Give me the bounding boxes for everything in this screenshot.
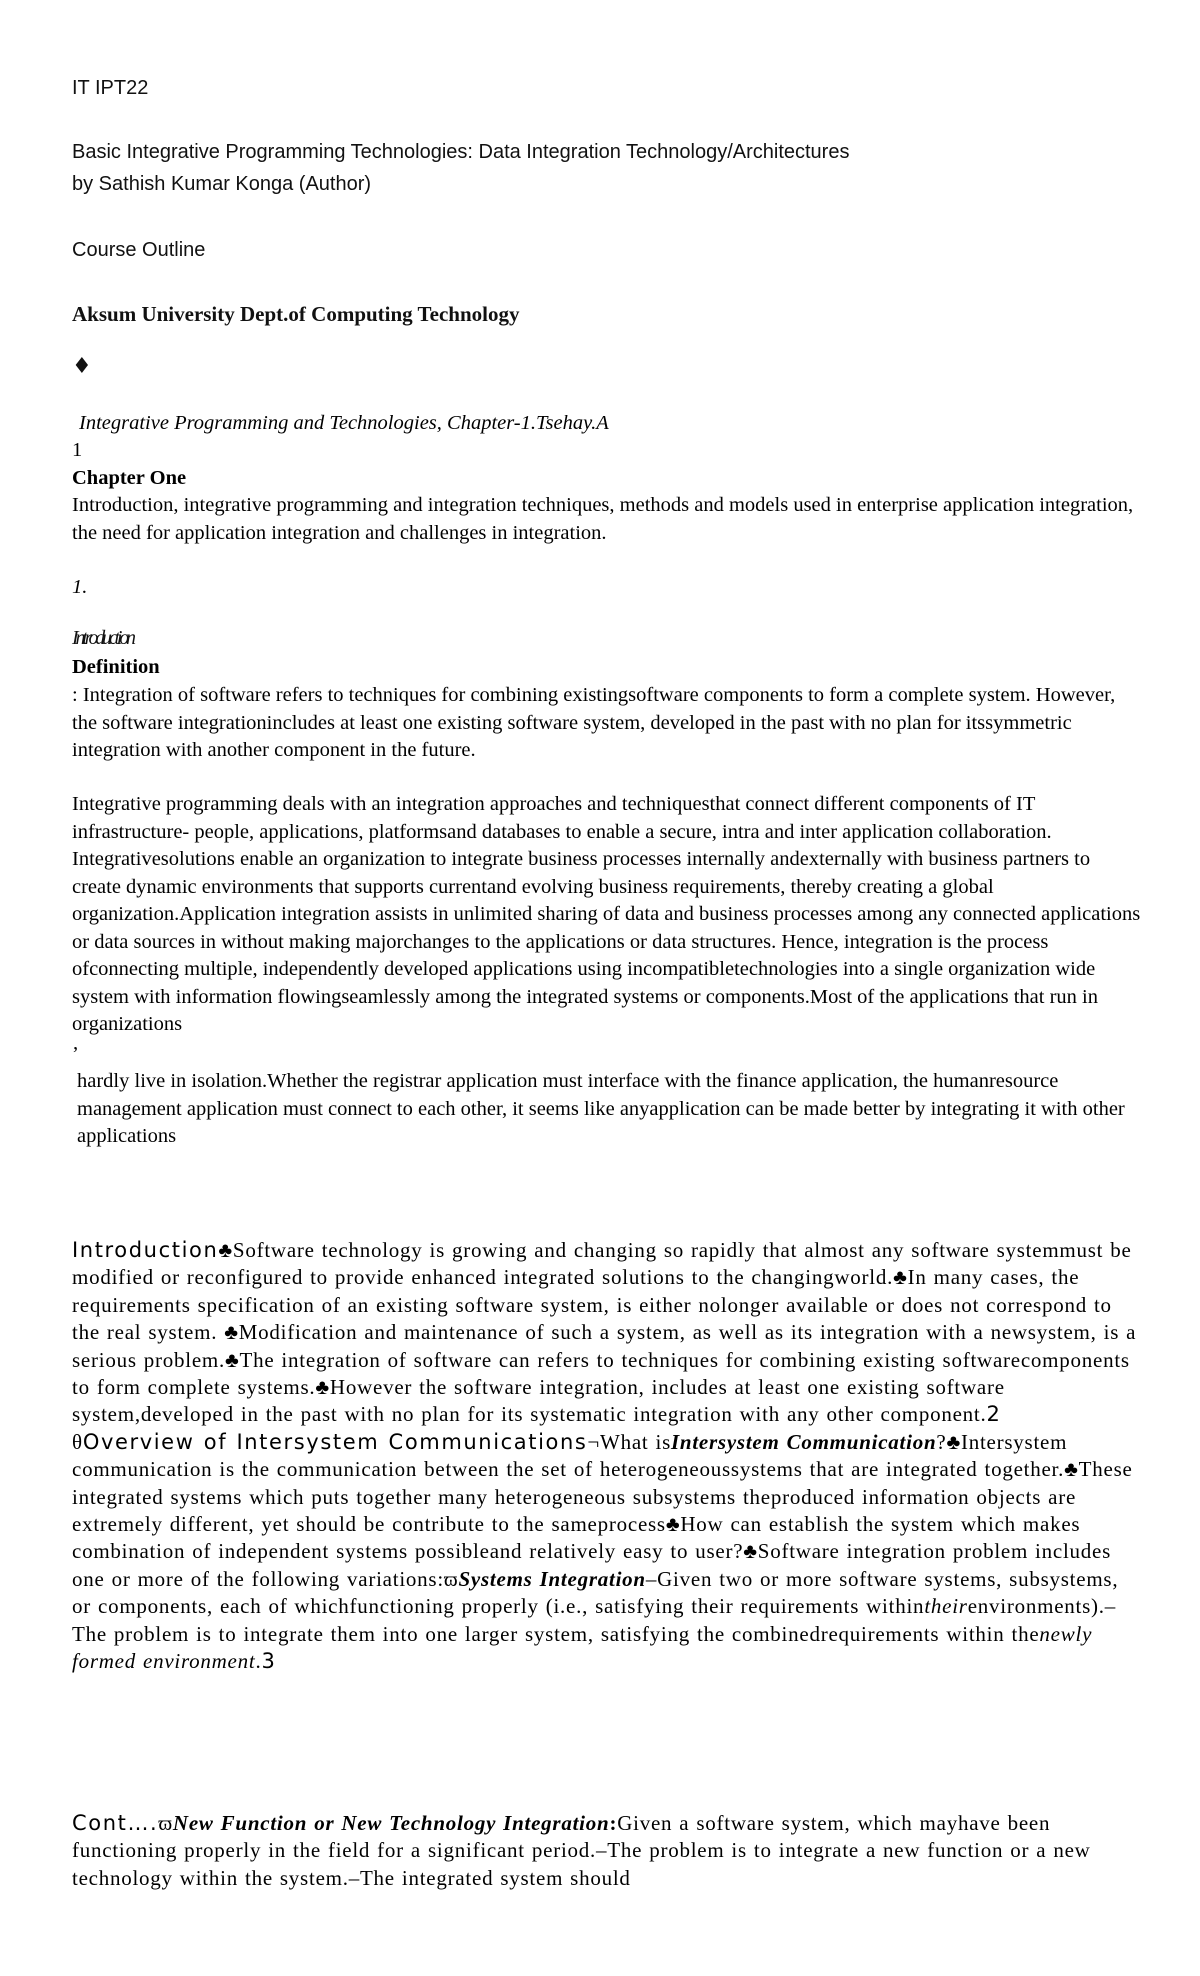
- overview-text-4: Software integration problem includes one or more of the following variations:: [72, 1539, 1112, 1591]
- new-function-text-1: Given a software system, which mayhave been functioning properly in the field for a significant period.: [72, 1811, 1051, 1863]
- apostrophe-mark: ’: [72, 1043, 79, 1065]
- chapter-summary: Introduction, integrative programming and integration techniques, methods and models used in enterprise application integration, the need for application integration and challenges in integration.: [72, 494, 1134, 544]
- overview-text-1: Intersystem communication is the communication between the set of heterogeneoussystems that are integrated together.: [72, 1429, 1068, 1482]
- paragraph-integrative-programming: Integrative programming deals with an integration approaches and techniquesthat connect different components of IT infrastructure- people, applications, platformsand databases to enable a secure, intra and inter application collaboration. Integrativesolutions enable an organization to integrate business processes internally andexternally with business partners to create dynamic environments that supports currentand evolving business requirements, thereby creating a global organization.Application integration assists in unlimited sharing of data and business processes among any connected applications or data sources in without making majorchanges to the applications or data structures. Hence, integration is the process ofconnecting multiple, independently developed applications using incompatibletechnologies into a single organization wide system with information flowingseamlessly among the integrated systems or components.Most of the applications that run in organizations: [72, 793, 1141, 1035]
- definition-text: : Integration of software refers to techniques for combining existingsoftware components to form a complete system. However, the software integrationincludes at least one existing software system, developed in the past with no plan for itssymmetric integration with another component in the future.: [72, 684, 1116, 761]
- club-icon: ♣: [218, 1238, 233, 1262]
- theta-glyph: θ: [72, 1429, 83, 1454]
- diamond-icon: ♦: [72, 354, 92, 379]
- club-icon: ♣: [224, 1347, 240, 1372]
- overview-question-prefix: What is: [600, 1429, 671, 1454]
- intro-text-1: Software technology is growing and changing so rapidly that almost any software systemmust be modified or reconfigured to provide enhanced integrated solutions to the changingworld.: [72, 1238, 1132, 1290]
- intro-text-3: Modification and maintenance of such a system, as well as its integration with a newsystem, is a serious problem.: [72, 1320, 1137, 1372]
- chapter-caption: Integrative Programming and Technologies, Chapter-1.Tsehay.A: [79, 412, 609, 434]
- overview-text-2: These integrated systems which puts together many heterogeneous subsystems theproduced information objects are extremely different, yet should be contribute to the sameprocess: [72, 1457, 1133, 1537]
- new-function-term: New Function or New Technology Integration: [172, 1811, 610, 1835]
- definition-label: Definition: [72, 656, 160, 678]
- cont-heading: Cont….: [72, 1811, 159, 1835]
- dash-glyph: –: [1104, 1594, 1117, 1619]
- university-heading: Aksum University Dept.of Computing Technology: [72, 302, 520, 326]
- colon-glyph: :: [609, 1811, 618, 1835]
- new-function-text-3: The integrated system should: [359, 1865, 631, 1890]
- page-number-1: 1: [72, 439, 83, 461]
- intro-text-2: In many cases, the requirements specification of an existing software system, is either nolonger available or does not correspond to the real system.: [72, 1265, 1112, 1345]
- slide-continued: [72, 1810, 1142, 1892]
- slide-page-2: 2: [986, 1402, 1002, 1427]
- club-icon: ♣: [665, 1512, 681, 1537]
- club-icon: ♣: [315, 1375, 330, 1400]
- slide-introduction: [72, 1237, 1142, 1676]
- paragraph-isolation: hardly live in isolation.Whether the registrar application must interface with the finance application, the humanresource management application must connect to each other, it seems like anyapplication can be made better by integrating it with other applications: [77, 1070, 1125, 1147]
- new-function-text-2: The problem is to integrate a new function or a new technology within the system.: [72, 1838, 1091, 1890]
- intro-text-4: The integration of software can refers to techniques for combining existing softwarecomponents to form complete systems.: [72, 1347, 1130, 1400]
- chapter-title: Chapter One: [72, 467, 187, 489]
- systems-integration-text-2: environments).: [967, 1594, 1105, 1619]
- dash-glyph: –: [645, 1566, 658, 1591]
- club-icon: ♣: [224, 1320, 239, 1345]
- negation-glyph: ¬: [587, 1429, 601, 1454]
- slide-page-3: 3: [261, 1649, 277, 1674]
- overview-heading: Overview of Intersystem Communications: [82, 1429, 588, 1454]
- systems-integration-text-1: Given two or more software systems, subsystems, or components, each of whichfunctioning properly (i.e., satisfying their requirements within: [72, 1566, 1119, 1619]
- introduction-heading: Introduction: [72, 1238, 219, 1262]
- intro-text-5: However the software integration, includes at least one existing software system,developed in the past with no plan for its systematic integration with any other component.: [72, 1375, 1005, 1427]
- newly-formed-environment: newly formed environment: [72, 1621, 1093, 1674]
- pi-glyph: ϖ: [443, 1566, 459, 1591]
- overview-question-mark: ?: [936, 1429, 947, 1454]
- book-title: Basic Integrative Programming Technologies: Data Integration Technology/Architectures: [72, 141, 850, 163]
- dash-glyph: –: [596, 1838, 608, 1863]
- book-author: by Sathish Kumar Konga (Author): [72, 173, 372, 195]
- pi-glyph: ϖ: [158, 1811, 173, 1835]
- systems-integration-end: .: [255, 1649, 262, 1674]
- course-outline-label: Course Outline: [72, 239, 206, 261]
- club-icon: ♣: [893, 1265, 908, 1290]
- dash-glyph: –: [348, 1865, 360, 1890]
- section-number: 1.: [72, 576, 88, 598]
- systems-integration-text-3: The problem is to integrate them into one larger system, satisfying the combinedrequirements within the: [72, 1621, 1040, 1646]
- club-icon: ♣: [1064, 1457, 1079, 1482]
- section-title: Introduction: [72, 627, 133, 649]
- club-icon: ♣: [946, 1429, 961, 1454]
- course-code: IT IPT22: [72, 77, 149, 99]
- overview-text-3: How can establish the system which makes combination of independent systems possibleand relatively easy to user?: [72, 1512, 1081, 1564]
- their-word: their: [924, 1594, 968, 1619]
- club-icon: ♣: [743, 1539, 758, 1564]
- overview-question-term: Intersystem Communication: [671, 1429, 937, 1454]
- systems-integration-term: Systems Integration: [458, 1566, 646, 1591]
